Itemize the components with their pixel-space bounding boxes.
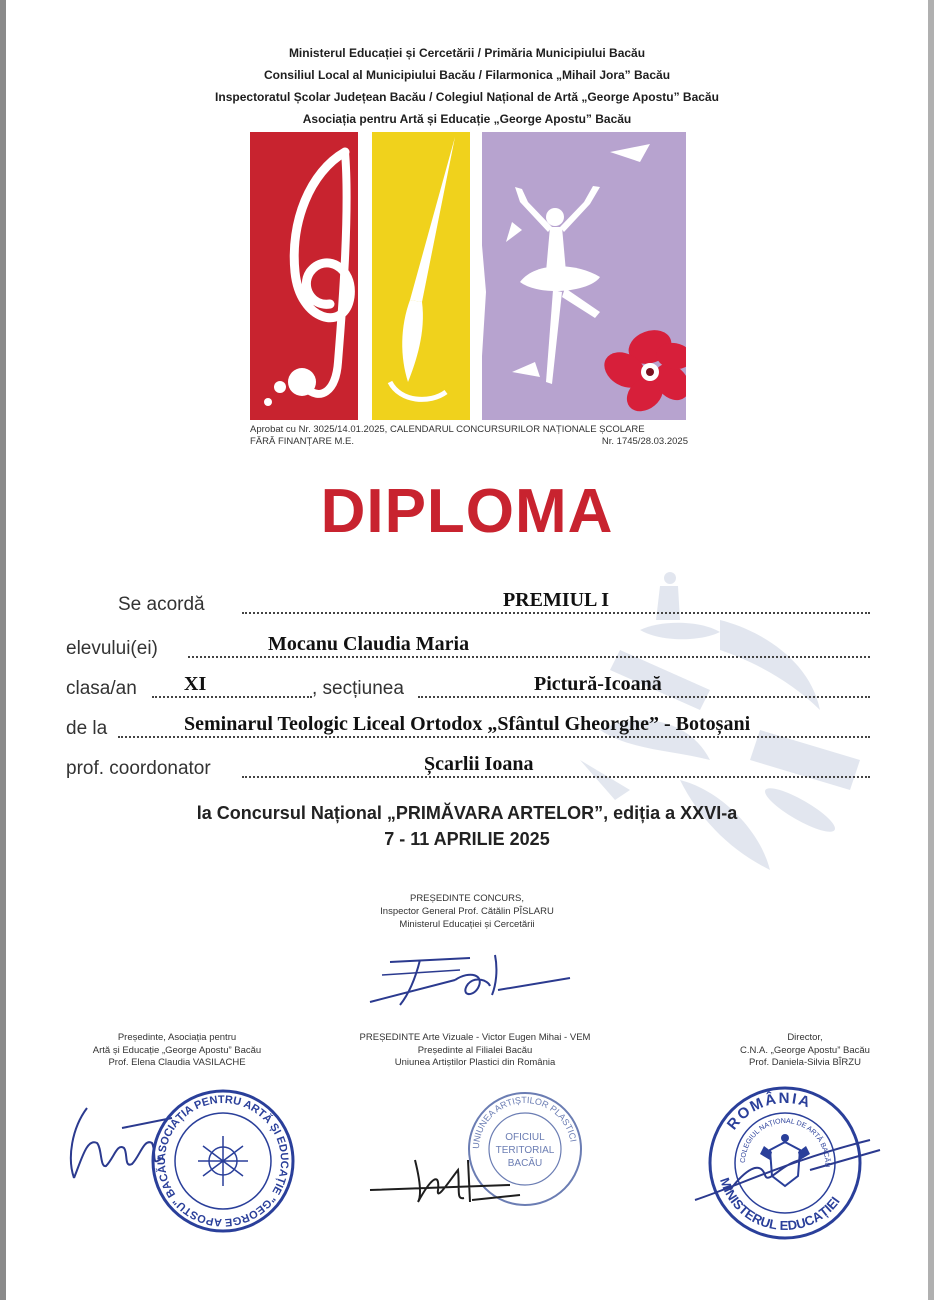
right-signatory-line-1: Director, — [787, 1032, 823, 1043]
header-line-1: Ministerul Educației și Cercetării / Primăria Municipiului Bacău — [288, 46, 646, 60]
contest-info — [0, 800, 934, 852]
contest-president — [0, 892, 934, 931]
center-signatory-line-3: Uniunea Artiștilor Plastici din România — [394, 1057, 556, 1068]
contest-logo — [250, 132, 686, 420]
coordinator-label: prof. coordonator — [66, 758, 211, 779]
center-signatory — [330, 1032, 620, 1070]
approval-note — [250, 424, 688, 448]
award-label: Se acordă — [118, 594, 205, 615]
president-line-3: Ministerul Educației și Cercetării — [399, 919, 535, 930]
president-line-1: PREȘEDINTE CONCURS, — [409, 893, 524, 904]
left-signatory-line-1: Președinte, Asociația pentru — [117, 1032, 237, 1043]
class-dots — [152, 696, 312, 698]
contest-dates: 7 - 11 APRILIE 2025 — [384, 829, 550, 849]
center-signatory-line-1: PREȘEDINTE Arte Vizuale - Victor Eugen Mihai - VEM — [359, 1032, 591, 1043]
president-signature — [360, 940, 580, 1010]
right-signatory — [680, 1032, 930, 1070]
ministry-stamp-bottom: MINISTERUL EDUCAȚIEI — [717, 1175, 843, 1234]
center-signatory-line-2: Președinte al Filialei Bacău — [417, 1044, 533, 1056]
right-signatory-line-2: C.N.A. „George Apostu” Bacău — [740, 1044, 870, 1056]
ministry-stamp-top: ROMÂNIA — [723, 1089, 814, 1134]
right-signature — [690, 1130, 890, 1210]
president-line-2: Inspector General Prof. Cătălin PÎSLARU — [380, 906, 554, 917]
left-signatory — [52, 1032, 302, 1070]
header-line-2: Consiliul Local al Municipiului Bacău / Filarmonica „Mihail Jora” Bacău — [263, 68, 671, 82]
coordinator-row — [66, 750, 870, 780]
award-dots — [242, 612, 870, 614]
approval-line-2-left: FĂRĂ FINANȚARE M.E. — [250, 436, 354, 447]
left-signatory-line-2: Artă și Educație „George Apostu” Bacău — [92, 1044, 262, 1056]
school-label: de la — [66, 718, 108, 739]
page-edge-left — [0, 0, 6, 1300]
school-row — [66, 710, 870, 740]
approval-line-1: Aprobat cu Nr. 3025/14.01.2025, CALENDARUL CONCURSURILOR NAȚIONALE ȘCOLARE — [250, 424, 645, 435]
contest-name: la Concursul Național „PRIMĂVARA ARTELOR”, ediția a XXVI-a — [196, 803, 738, 823]
class-label: clasa/an — [66, 678, 137, 699]
award-row — [66, 586, 870, 616]
association-stamp-text: ASOCIAȚIA PENTRU ARTĂ ȘI EDUCAȚIE "GEORGE APOSTU" BACĂU — [155, 1093, 291, 1229]
student-label: elevului(ei) — [66, 638, 158, 659]
student-dots — [188, 656, 870, 658]
coordinator-value: Șcarlii Ioana — [424, 753, 534, 775]
award-value: PREMIUL I — [502, 589, 610, 611]
school-dots — [118, 736, 870, 738]
stamp-line-2: TERITORIAL — [495, 1145, 555, 1156]
page-edge-right — [928, 0, 934, 1300]
section-value: Pictură-Icoană — [534, 673, 662, 695]
artists-union-ring-text: UNIUNEA ARTIȘTILOR PLASTICI — [470, 1094, 579, 1150]
class-value: XI — [184, 673, 207, 695]
student-name: Mocanu Claudia Maria — [268, 633, 470, 655]
header-line-4: Asociația pentru Artă și Educație „George Apostu” Bacău — [302, 112, 632, 126]
section-dots — [418, 696, 870, 698]
diploma-title: DIPLOMA — [320, 477, 614, 546]
ministry-stamp-inner: COLEGIUL NAȚIONAL DE ARTĂ BACĂU — [739, 1117, 831, 1168]
school-value: Seminarul Teologic Liceal Ortodox „Sfântul Gheorghe” - Botoșani — [184, 713, 751, 735]
left-signatory-line-3: Prof. Elena Claudia VASILACHE — [108, 1057, 246, 1068]
class-section-row — [66, 670, 870, 700]
stamp-line-1: OFICIUL — [505, 1132, 545, 1143]
organizers-header — [0, 42, 934, 130]
header-line-3: Inspectoratul Școlar Județean Bacău / Colegiul Național de Artă „George Apostu” Bacău — [215, 90, 719, 104]
section-label: , secțiunea — [312, 678, 404, 699]
center-signature — [360, 1140, 560, 1210]
coordinator-dots — [242, 776, 870, 778]
student-row — [66, 630, 870, 660]
association-stamp — [148, 1086, 298, 1236]
approval-line-2-right: Nr. 1745/28.03.2025 — [601, 436, 688, 447]
right-signatory-line-3: Prof. Daniela-Silvia BÎRZU — [749, 1057, 861, 1068]
stamp-line-3: BACĂU — [507, 1158, 543, 1169]
